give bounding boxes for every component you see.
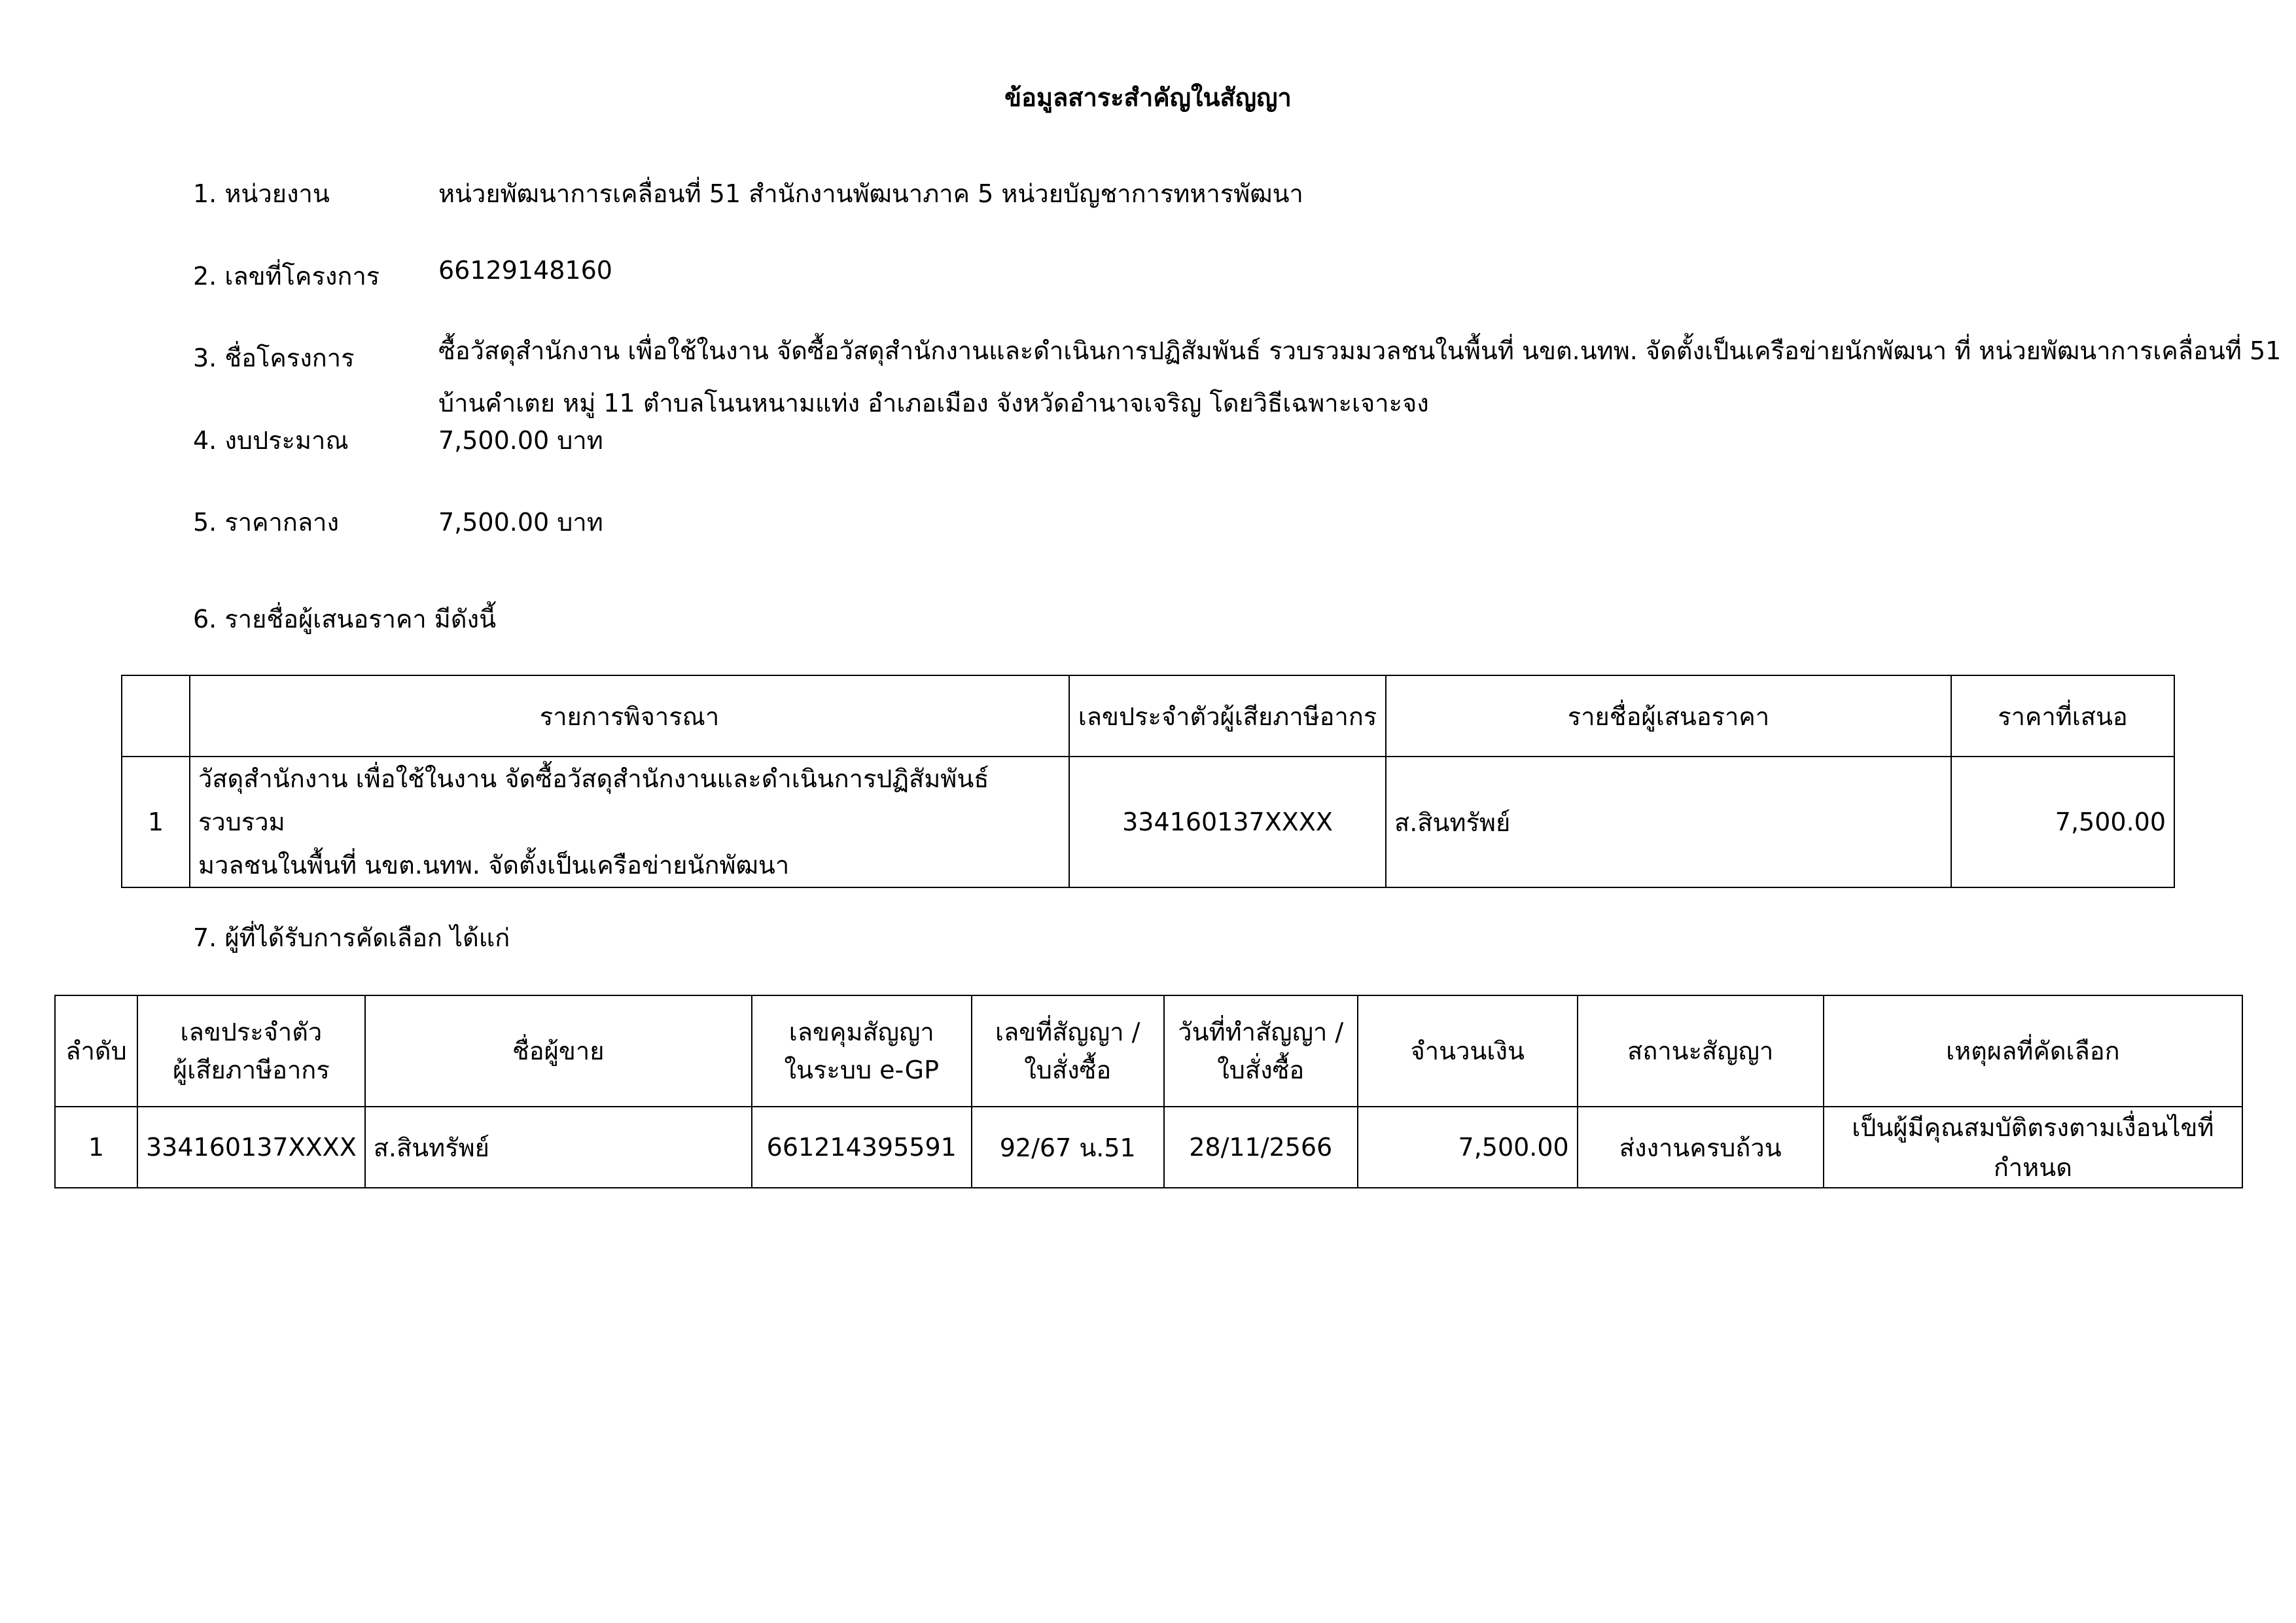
item-value bbox=[438, 325, 2281, 429]
header-cell bbox=[1578, 995, 1824, 1107]
header-line-2: ในระบบ e-GP bbox=[784, 1056, 939, 1084]
contract-number: 92/67 น.51 bbox=[972, 1107, 1164, 1188]
description-line-2: มวลชนในพื้นที่ นขต.นทพ. จัดตั้งเป็นเครือข่ายนักพัฒนา bbox=[198, 851, 790, 880]
offered-price: 7,500.00 bbox=[1951, 757, 2174, 887]
selection-reason: เป็นผู้มีคุณสมบัติตรงตามเงื่อนไขที่กำหนด bbox=[1824, 1107, 2242, 1188]
item-value: 7,500.00 บาท bbox=[438, 426, 603, 455]
header-line-1: จำนวนเงิน bbox=[1410, 1037, 1525, 1065]
header-line-1: เลขประจำตัว bbox=[180, 1018, 323, 1046]
header-cell bbox=[752, 995, 972, 1107]
header-line-1: เลขที่สัญญา / bbox=[995, 1018, 1140, 1046]
header-line-2: ใบสั่งซื้อ bbox=[1217, 1056, 1305, 1084]
header-line-1: เหตุผลที่คัดเลือก bbox=[1946, 1037, 2120, 1065]
item-label: 2. เลขที่โครงการ bbox=[193, 262, 380, 291]
table-row bbox=[55, 1107, 2242, 1188]
section-bidders-heading: 6. รายชื่อผู้เสนอราคา มีดังนี้ bbox=[193, 605, 497, 633]
header-line-2: ผู้เสียภาษีอากร bbox=[173, 1056, 330, 1084]
header-cell bbox=[1358, 995, 1578, 1107]
item-value: 66129148160 bbox=[438, 256, 612, 285]
description-line-1: วัสดุสำนักงาน เพื่อใช้ในงาน จัดซื้อวัสดุสำนักงานและดำเนินการปฏิสัมพันธ์ รวบรวม bbox=[198, 764, 989, 836]
item-label: 4. งบประมาณ bbox=[193, 426, 349, 455]
header-cell: รายชื่อผู้เสนอราคา bbox=[1386, 675, 1951, 757]
table-header-row bbox=[122, 675, 2174, 757]
header-cell: ราคาที่เสนอ bbox=[1951, 675, 2174, 757]
bidder-name: ส.สินทรัพย์ bbox=[1386, 757, 1951, 887]
header-line-1: สถานะสัญญา bbox=[1627, 1037, 1774, 1065]
bidders-table bbox=[121, 675, 2175, 888]
header-line-1: ชื่อผู้ขาย bbox=[512, 1037, 605, 1065]
header-cell bbox=[122, 675, 190, 757]
header-cell bbox=[972, 995, 1164, 1107]
contract-status: ส่งงานครบถ้วน bbox=[1578, 1107, 1824, 1188]
item-label: 5. ราคากลาง bbox=[193, 508, 340, 537]
table-header-row bbox=[55, 995, 2242, 1107]
header-cell: รายการพิจารณา bbox=[190, 675, 1069, 757]
header-cell bbox=[137, 995, 365, 1107]
table-row bbox=[122, 757, 2174, 887]
document-title: ข้อมูลสาระสำคัญในสัญญา bbox=[1004, 83, 1292, 112]
contract-amount: 7,500.00 bbox=[1358, 1107, 1578, 1188]
header-cell bbox=[1824, 995, 2242, 1107]
selected-vendors-table bbox=[54, 995, 2243, 1188]
header-cell: เลขประจำตัวผู้เสียภาษีอากร bbox=[1069, 675, 1386, 757]
item-label: 3. ชื่อโครงการ bbox=[193, 344, 355, 372]
row-number: 1 bbox=[122, 757, 190, 887]
row-number: 1 bbox=[55, 1107, 137, 1188]
item-description bbox=[190, 757, 1069, 887]
header-cell bbox=[1164, 995, 1358, 1107]
item-value: 7,500.00 บาท bbox=[438, 508, 603, 537]
tax-id: 334160137XXXX bbox=[1069, 757, 1386, 887]
tax-id: 334160137XXXX bbox=[137, 1107, 365, 1188]
header-cell bbox=[55, 995, 137, 1107]
header-cell bbox=[365, 995, 752, 1107]
project-name-line-2: บ้านคำเตย หมู่ 11 ตำบลโนนหนามแท่ง อำเภอเมือง จังหวัดอำนาจเจริญ โดยวิธีเฉพาะเจาะจง bbox=[438, 389, 1429, 418]
section-selected-heading: 7. ผู้ที่ได้รับการคัดเลือก ได้แก่ bbox=[193, 923, 510, 952]
egp-control-number: 661214395591 bbox=[752, 1107, 972, 1188]
project-name-line-1: ซื้อวัสดุสำนักงาน เพื่อใช้ในงาน จัดซื้อวัสดุสำนักงานและดำเนินการปฏิสัมพันธ์ รวบรวมมวลชนในพื้นที่ นขต.นทพ. จัดตั้งเป็นเครือข่ายนักพัฒนา ที่ หน่วยพัฒนาการเคลื่อนที่ 51 bbox=[438, 336, 2282, 365]
header-line-1: ลำดับ bbox=[65, 1037, 127, 1065]
header-line-1: เลขคุมสัญญา bbox=[788, 1018, 934, 1046]
contract-date: 28/11/2566 bbox=[1164, 1107, 1358, 1188]
seller-name: ส.สินทรัพย์ bbox=[365, 1107, 752, 1188]
item-label: 1. หน่วยงาน bbox=[193, 179, 330, 208]
item-value: หน่วยพัฒนาการเคลื่อนที่ 51 สำนักงานพัฒนาภาค 5 หน่วยบัญชาการทหารพัฒนา bbox=[438, 179, 1303, 208]
header-line-1: วันที่ทำสัญญา / bbox=[1178, 1018, 1344, 1046]
header-line-2: ใบสั่งซื้อ bbox=[1024, 1056, 1112, 1084]
